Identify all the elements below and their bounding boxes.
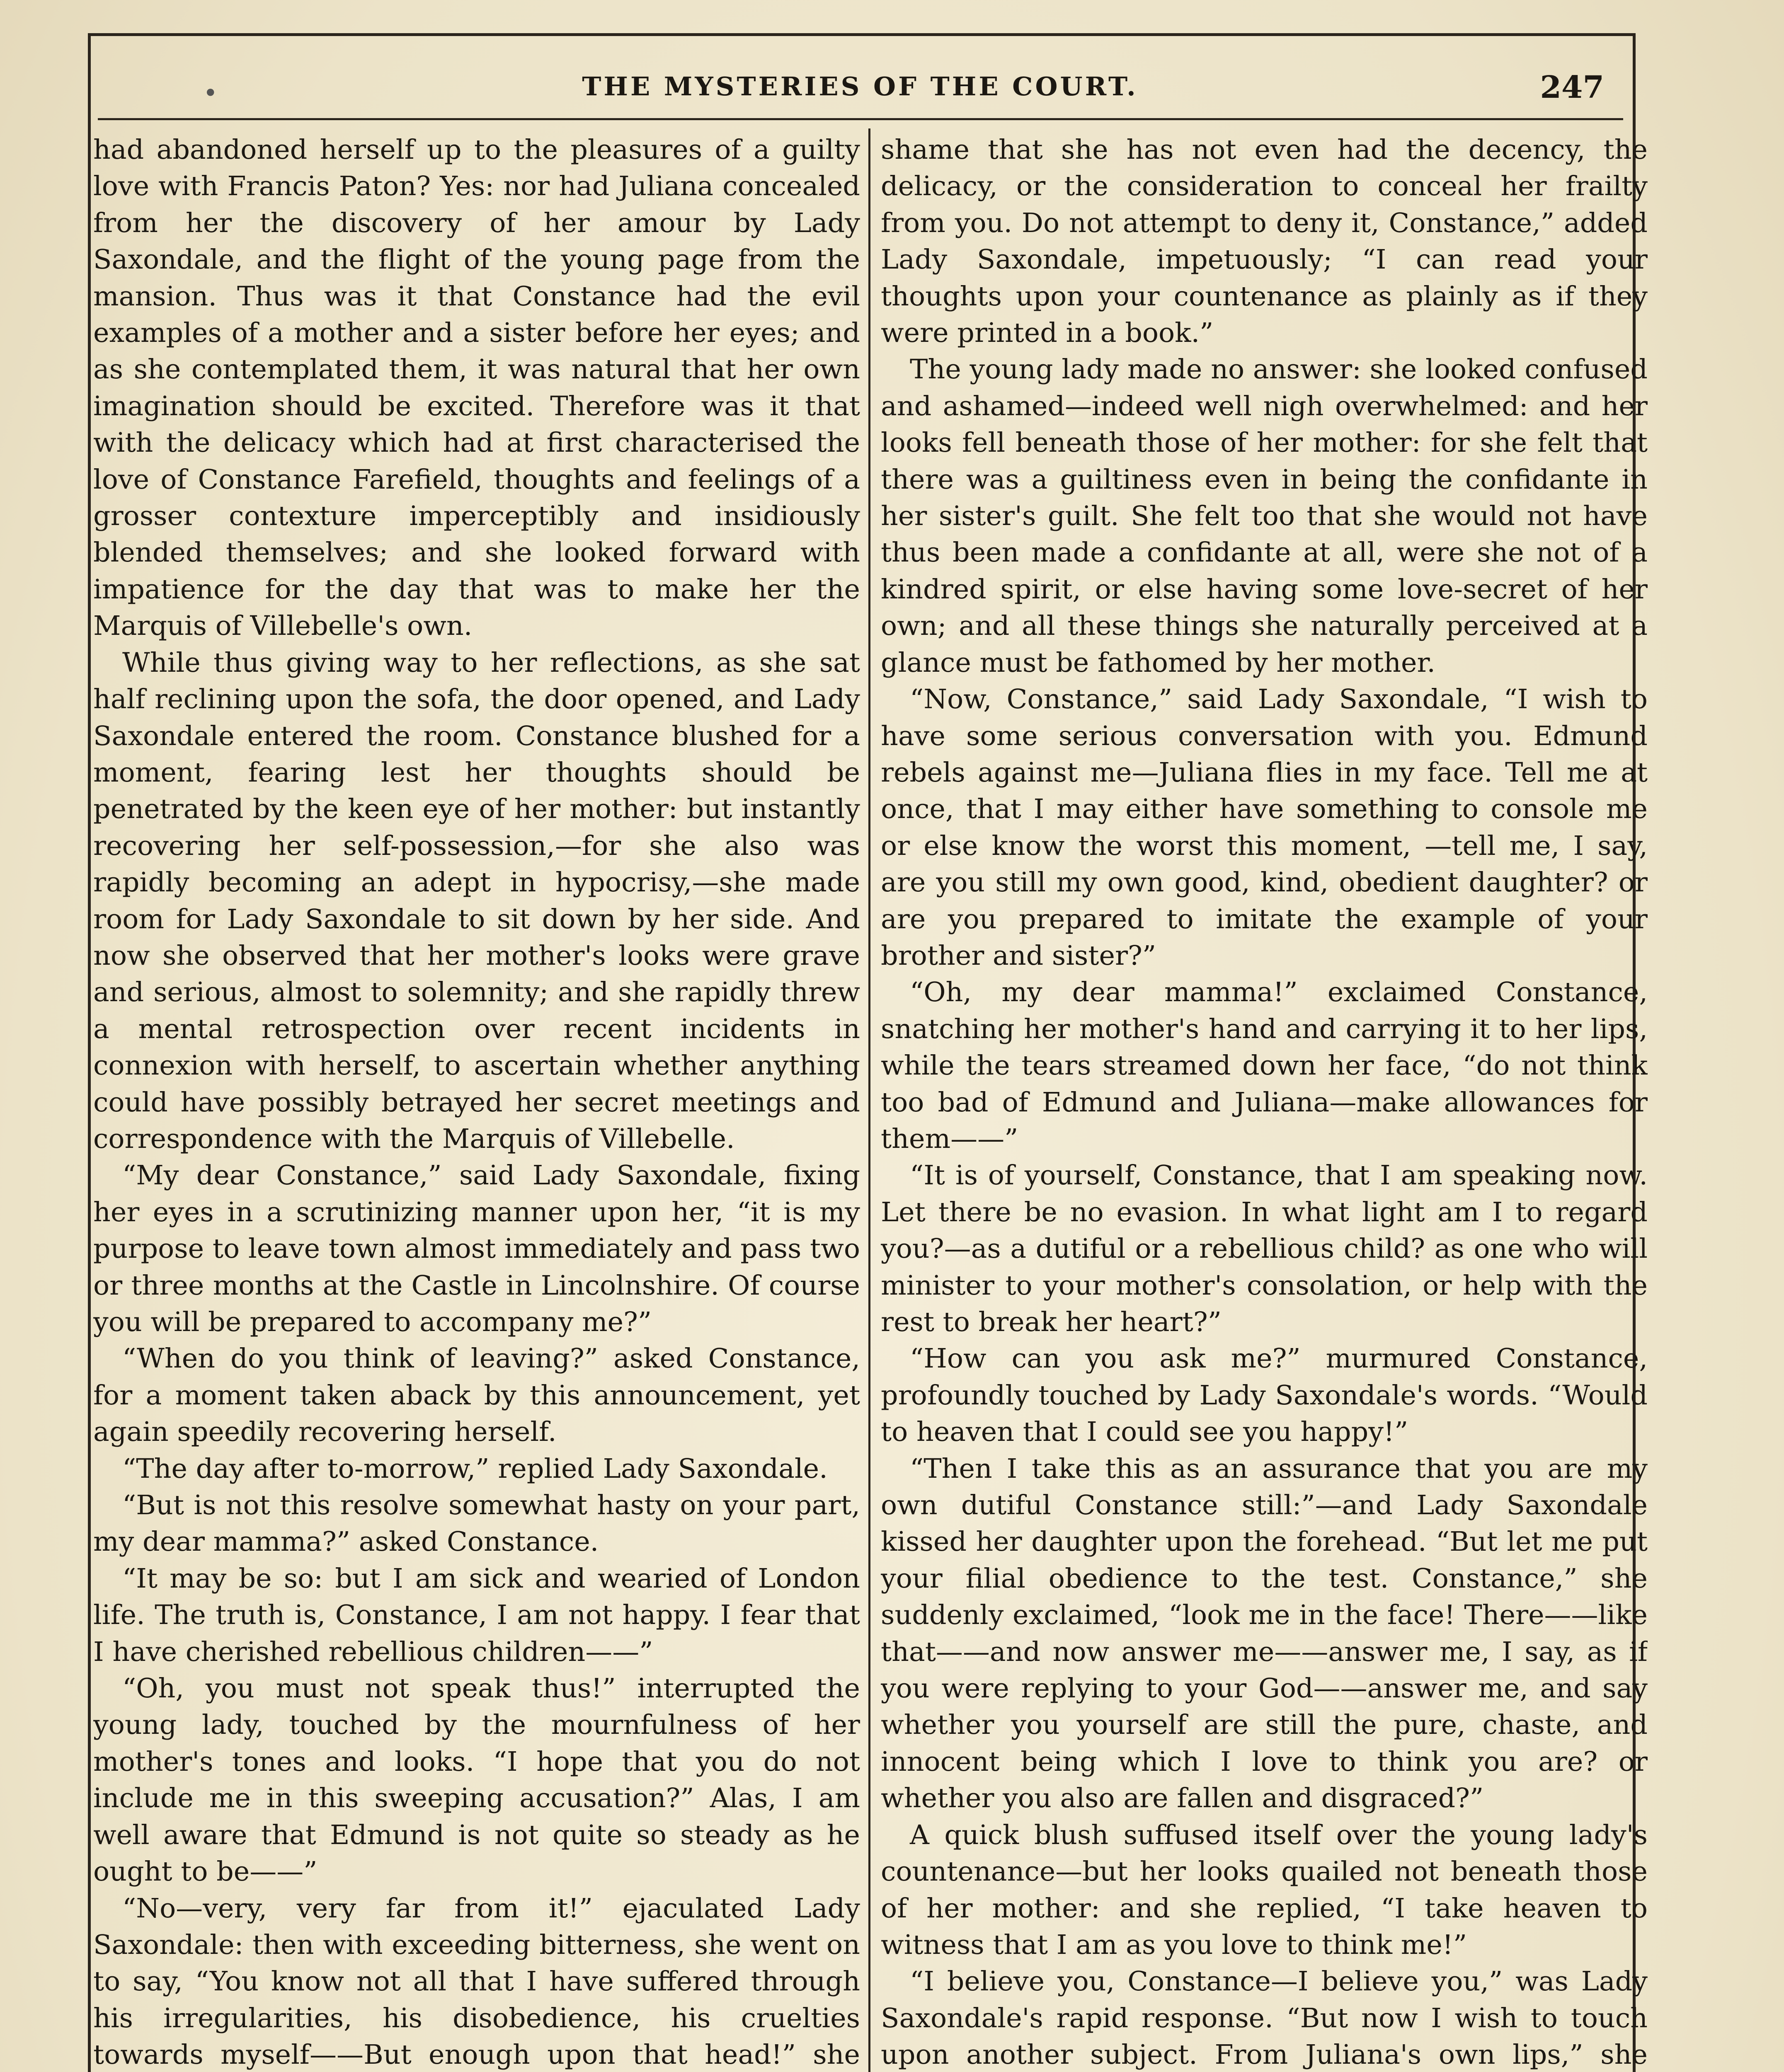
paragraph: “The day after to-morrow,” replied Lady Saxondale.: [122, 1453, 828, 1484]
paragraph: “Oh, you must not speak thus!” interrupted the young lady, touched by the mournfulness of her mother's tones and looks. “I hope that you do not include me in this sweeping accusation?” Alas, I am well aware that Edmund is not quite so steady as he ought to be——”: [93, 1673, 860, 1888]
header-mark: •: [203, 79, 218, 108]
paragraph: “But is not this resolve somewhat hasty on your part, my dear mamma?” asked Constance.: [93, 1490, 860, 1558]
paragraph: “Oh, my dear mamma!” exclaimed Constance, snatching her mother's hand and carrying it to her lips, while the tears streamed down her face, “do not think too bad of Edmund and Juliana—make allowances for them——”: [881, 977, 1648, 1155]
page-header: [99, 70, 1621, 116]
page-number: 247: [1540, 70, 1604, 105]
paragraph: The young lady made no answer: she looked confused and ashamed—indeed well nigh overwhelmed: and her looks fell beneath those of her mother: for she felt that there was a guiltiness even in being the confidante in her sister's guilt. She felt too that she would not have thus been made a confidante at all, were she not of a kindred spirit, or else having some love-secret of her own; and all these things she naturally perceived at a glance must be fathomed by her mother.: [881, 354, 1648, 678]
running-title: THE MYSTERIES OF THE COURT.: [582, 71, 1138, 102]
left-column: [93, 132, 860, 2072]
paragraph: “Now, Constance,” said Lady Saxondale, “I wish to have some serious conversation with you. Edmund rebels against me—Juliana flies in my face. Tell me at once, that I may either have something to console me or else know the worst this moment, —tell me, I say, are you still my own good, kind, obedient daughter? or are you prepared to imitate the example of your brother and sister?”: [881, 684, 1648, 971]
header-rule: [98, 118, 1623, 120]
paragraph: While thus giving way to her reflections, as she sat half reclining upon the sofa, the door opened, and Lady Saxondale entered the room. Constance blushed for a moment, fearing lest her thoughts should be penetrated by the keen eye of her mother: but instantly recovering her self-possession,—for she also was rapidly becoming an adept in hypocrisy,—she made room for Lady Saxondale to sit down by her side. And now she observed that her mother's looks were grave and serious, almost to solemnity; and she rapidly threw a mental retrospection over recent incidents in connexion with herself, to ascertain whether anything could have possibly betrayed her secret meetings and correspondence with the Marquis of Villebelle.: [93, 647, 860, 1155]
paragraph: “Then I take this as an assurance that you are my own dutiful Constance still:”—and Lady Saxondale kissed her daughter upon the forehead. “But let me put your filial obedience to the test. Constance,” she suddenly exclaimed, “look me in the face! There——like that——and now answer me——answer me, I say, as if you were replying to your God——answer me, and say whether you yourself are still the pure, chaste, and innocent being which I love to think you are? or whether you also are fallen and disgraced?”: [881, 1453, 1648, 1814]
paragraph: “When do you think of leaving?” asked Constance, for a moment taken aback by this announcement, yet again speedily recovering herself.: [93, 1343, 860, 1448]
paragraph: had abandoned herself up to the pleasures of a guilty love with Francis Paton? Yes: nor had Juliana concealed from her the discovery of her amour by Lady Saxondale, and the flight of the young page from the mansion. Thus was it that Constance had the evil examples of a mother and a sister before her eyes; and as she contemplated them, it was natural that her own imagination should be excited. Therefore was it that with the delicacy which had at first characterised the love of Constance Farefield, thoughts and feelings of a grosser contexture imperceptibly and insidiously blended themselves; and she looked forward with impatience for the day that was to make her the Marquis of Villebelle's own.: [93, 134, 860, 642]
column-divider: [868, 128, 870, 2072]
paragraph: “How can you ask me?” murmured Constance, profoundly touched by Lady Saxondale's words. “Would to heaven that I could see you happy!”: [881, 1343, 1648, 1448]
paragraph: shame that she has not even had the decency, the delicacy, or the consideration to conceal her frailty from you. Do not attempt to deny it, Constance,” added Lady Saxondale, impetuously; “I can read your thoughts upon your countenance as plainly as if they were printed in a book.”: [881, 134, 1648, 349]
paragraph: “It may be so: but I am sick and wearied of London life. The truth is, Constance, I am not happy. I fear that I have cherished rebellious children——”: [93, 1563, 860, 1668]
paragraph: “I believe you, Constance—I believe you,” was Lady Saxondale's rapid response. “But now I wish to touch upon another subject. From Juliana's own lips,” she: [881, 1966, 1648, 2071]
right-column: [881, 132, 1648, 2072]
paragraph: “No—very, very far from it!” ejaculated Lady Saxondale: then with exceeding bitterness, she went on to say, “You know not all that I have suffered through his irregularities, his disobedience, his cruelties towards myself——But enough upon that head!” she: [93, 1893, 860, 2071]
paragraph: “My dear Constance,” said Lady Saxondale, fixing her eyes in a scrutinizing manner upon her, “it is my purpose to leave town almost immediately and pass two or three months at the Castle in Lincolnshire. Of course you will be prepared to accompany me?”: [93, 1160, 860, 1338]
paragraph: “It is of yourself, Constance, that I am speaking now. Let there be no evasion. In what light am I to regard you?—as a dutiful or a rebellious child? as one who will minister to your mother's consolation, or help with the rest to break her heart?”: [881, 1160, 1648, 1338]
paragraph: A quick blush suffused itself over the young lady's countenance—but her looks quailed not beneath those of her mother: and she replied, “I take heaven to witness that I am as you love to think me!”: [881, 1819, 1648, 1961]
